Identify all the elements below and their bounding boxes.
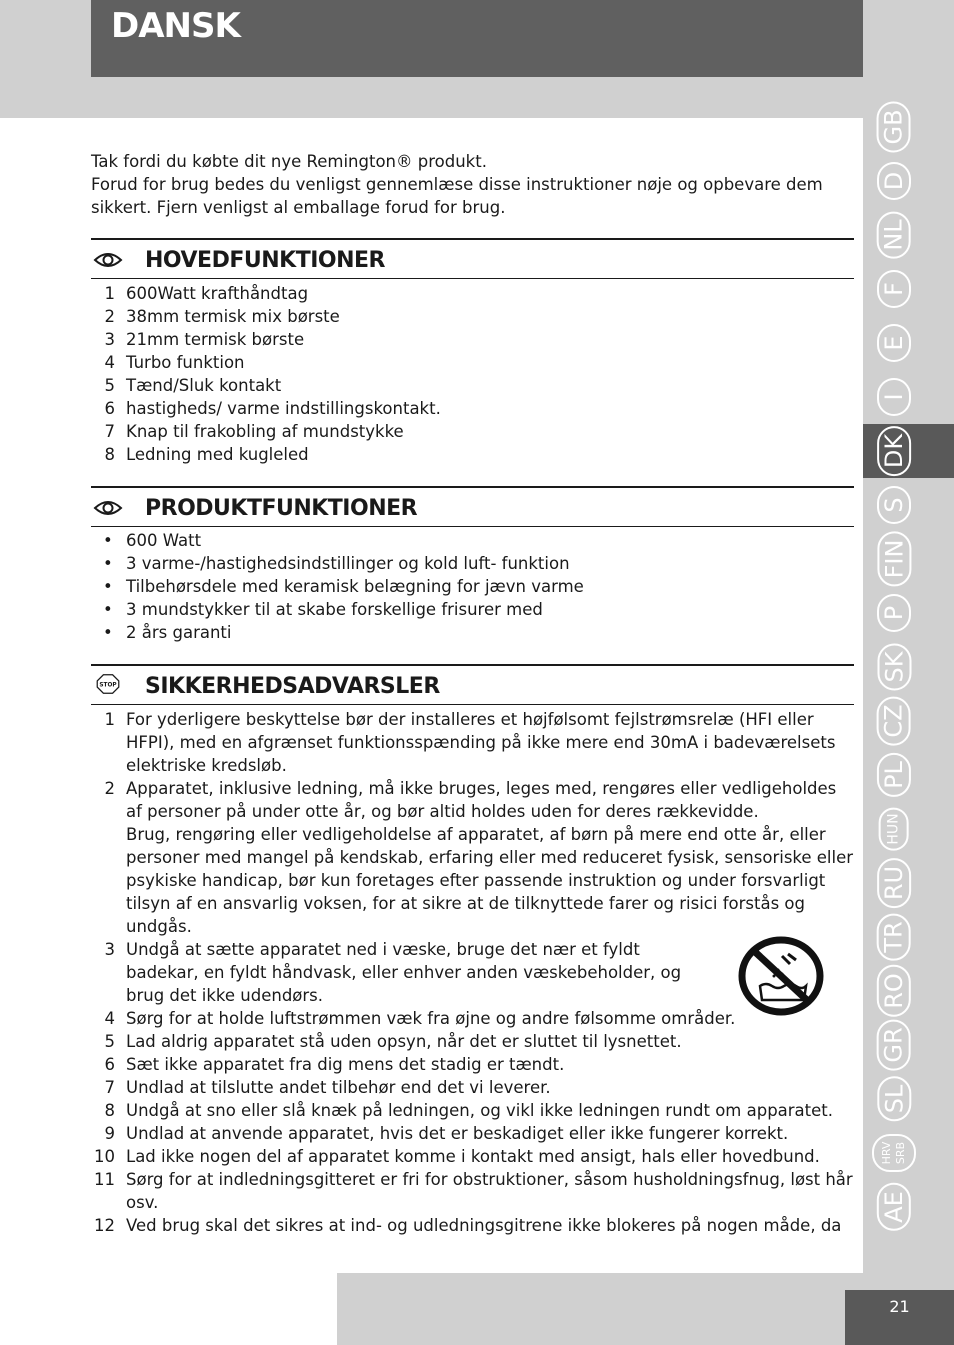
intro-text <box>91 150 853 219</box>
tab-s[interactable]: S <box>863 478 925 532</box>
section-title: HOVEDFUNKTIONER <box>145 248 385 273</box>
tab-dk[interactable]: DK <box>863 424 954 478</box>
no-water-icon <box>738 936 824 1016</box>
tab-sk[interactable]: SK <box>863 640 925 694</box>
tab-hrv-srb[interactable]: HRV SRB <box>863 1126 925 1180</box>
main-features-list <box>91 282 854 466</box>
list-item: • 3 mundstykker til at skabe forskellige frisurer med <box>103 600 543 619</box>
list-item: 7 Knap til frakobling af mundstykke <box>104 422 404 441</box>
page-number: 21 <box>845 1290 954 1345</box>
tab-ro[interactable]: RO <box>863 964 925 1018</box>
list-item: Brug, rengøring eller vedligeholdelse af apparatet, af børn på mere end otte år, eller personer med mangel på kendskab, erfaring eller med reduceret fysisk, sensoriske eller psykiske handicap, bør kun foretages efter passende instruktion og under forsvarligt tilsyn af en ansvarlig voksen, for at sikre at de tilknyttede farer og risici forstås og undgås. <box>126 825 854 936</box>
svg-text:STOP: STOP <box>99 682 117 689</box>
list-item: 1 For yderligere beskyttelse bør der installeres et højfølsomt fejlstrømsrelæ (HFI eller HFPI), med en afgrænset funktionsspænding på ikke mere end 30mA i badeværelsets elektriske kredsløb. <box>104 710 836 775</box>
tab-ae[interactable]: AE <box>863 1180 925 1234</box>
eye-icon <box>93 498 123 518</box>
tab-gb[interactable]: GB <box>863 100 925 154</box>
page-title: DANSK <box>111 6 240 46</box>
intro-line-2: Forud for brug bedes du venligst gennemlæse disse instruktioner nøje og opbevare dem sikkert. Fjern venligst al emballage forud for brug. <box>91 175 823 217</box>
tab-f[interactable]: F <box>863 262 925 316</box>
list-item: 5 Lad aldrig apparatet stå uden opsyn, når det er sluttet til lysnettet. <box>104 1032 682 1051</box>
section-header-product-features <box>91 486 854 527</box>
list-item: • 600 Watt <box>103 531 202 550</box>
list-item: 4 Turbo funktion <box>104 353 245 372</box>
section-header-safety <box>91 664 854 705</box>
intro-line-1: Tak fordi du købte dit nye Remington® produkt. <box>91 152 487 171</box>
list-item: 8 Ledning med kugleled <box>104 445 309 464</box>
list-item: 8 Undgå at sno eller slå knæk på ledningen, og vikl ikke ledningen rundt om apparatet. <box>104 1101 834 1120</box>
footer-area <box>0 1273 337 1345</box>
tab-hun[interactable]: HUN <box>863 802 925 856</box>
tab-e[interactable]: E <box>863 316 925 370</box>
tab-nl[interactable]: NL <box>863 208 925 262</box>
tab-p[interactable]: P <box>863 586 925 640</box>
list-item: • 3 varme-/hastighedsindstillinger og kold luft- funktion <box>103 554 570 573</box>
list-item: 7 Undlad at tilslutte andet tilbehør end det vi leverer. <box>104 1078 551 1097</box>
list-item: 1 600Watt krafthåndtag <box>104 284 309 303</box>
product-features-list <box>91 529 854 644</box>
list-item: 6 Sæt ikke apparatet fra dig mens det stadig er tændt. <box>104 1055 565 1074</box>
list-item: 11 Sørg for at indledningsgitteret er fri for obstruktioner, såsom husholdningsfnug, løst hår osv. <box>94 1170 853 1212</box>
list-item: • 2 års garanti <box>103 623 232 642</box>
tab-d[interactable]: D <box>863 154 925 208</box>
list-item: 5 Tænd/Sluk kontakt <box>104 376 282 395</box>
list-item: 3 Undgå at sætte apparatet ned i væske, bruge det nær et fyldt badekar, en fyldt håndvask, eller enhver anden væskebeholder, og brug det ikke udendørs. <box>104 940 682 1005</box>
tab-gr[interactable]: GR <box>863 1018 925 1072</box>
list-item: 12 Ved brug skal det sikres at ind- og udledningsgitrene ikke blokeres på nogen måde, da <box>94 1216 842 1235</box>
tab-tr[interactable]: TR <box>863 910 925 964</box>
list-item: 4 Sørg for at holde luftstrømmen væk fra øjne og andre følsomme områder. <box>104 1009 736 1028</box>
section-title: PRODUKTFUNKTIONER <box>145 496 418 521</box>
list-item: 2 Apparatet, inklusive ledning, må ikke bruges, leges med, rengøres eller vedligeholdes af personer på under otte år, og bør altid holdes uden for deres rækkevidde. <box>104 779 837 821</box>
section-header-main-features <box>91 238 854 279</box>
list-item: 6 hastigheds/ varme indstillingskontakt. <box>104 399 441 418</box>
stop-sign-icon <box>93 674 123 694</box>
list-item: 2 38mm termisk mix børste <box>104 307 340 326</box>
tab-ru[interactable]: RU <box>863 856 925 910</box>
list-item: • Tilbehørsdele med keramisk belægning for jævn varme <box>103 577 584 596</box>
list-item: 10 Lad ikke nogen del af apparatet komme i kontakt med ansigt, hals eller hovedbund. <box>94 1147 820 1166</box>
tab-pl[interactable]: PL <box>863 748 925 802</box>
header-bar <box>91 0 863 77</box>
list-item: 9 Undlad at anvende apparatet, hvis det er beskadiget eller ikke fungerer korrekt. <box>104 1124 789 1143</box>
tab-i[interactable]: I <box>863 370 925 424</box>
tab-sl[interactable]: SL <box>863 1072 925 1126</box>
eye-icon <box>93 250 123 270</box>
list-item: 3 21mm termisk børste <box>104 330 305 349</box>
section-title: SIKKERHEDSADVARSLER <box>145 674 440 699</box>
tab-fin[interactable]: FIN <box>863 532 925 586</box>
tab-cz[interactable]: CZ <box>863 694 925 748</box>
